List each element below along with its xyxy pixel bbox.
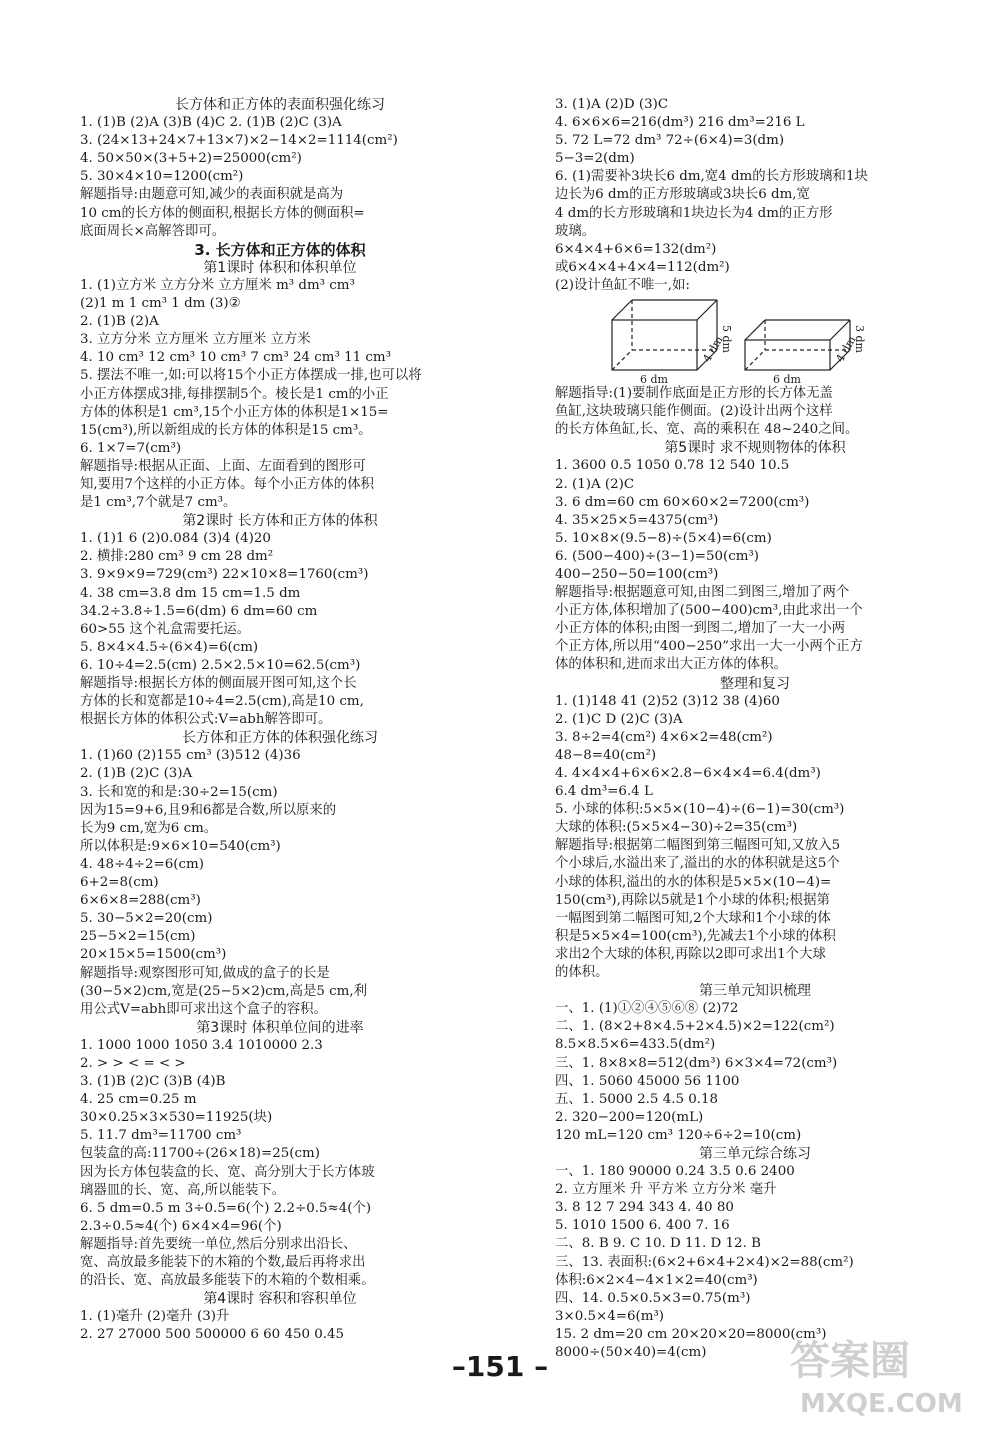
section-heading: 第5课时 求不规则物体的体积 — [664, 440, 846, 457]
right-column-part-a — [555, 96, 955, 295]
answer-line: 2. (1)C D (2)C (3)A — [555, 711, 683, 727]
answer-line: 2. 27 27000 500 500000 6 60 450 0.45 — [80, 1327, 345, 1343]
box2-width-label: 4 dm — [833, 333, 859, 365]
answer-line: 小正方体摆成3排,每排摆制5个。棱长是1 cm的小正 — [80, 386, 389, 402]
answer-line: 6+2=8(cm) — [80, 875, 159, 891]
answer-line: 15(cm³),所以新组成的长方体的体积是15 cm³。 — [80, 422, 372, 438]
answer-line: 1. (1)60 (2)155 cm³ (3)512 (4)36 — [80, 748, 301, 764]
watermark-logo — [770, 1314, 990, 1424]
answer-line: 解题指导:根据题意可知,由图二到图三,增加了两个 — [555, 585, 850, 601]
answer-line: 2. (1)B (2)A — [80, 314, 159, 330]
answer-line: 小球的体积,溢出的水的体积是5×5×(10−4)= — [555, 874, 832, 890]
answer-line: 6. (1)需要补3块长6 dm,宽4 dm的长方形玻璃和1块 — [555, 169, 868, 185]
section-heading: 长方体和正方体的体积强化练习 — [182, 730, 378, 747]
answer-line: 小正方体的体积;由图一到图二,增加了一大一小两 — [555, 621, 845, 637]
answer-line: 2. 横排:280 cm³ 9 cm 28 dm² — [80, 549, 274, 565]
answer-line: 2. > > < = < > — [80, 1055, 186, 1071]
answer-line: 3. 8÷2=4(cm²) 4×6×2=48(cm²) — [555, 729, 773, 745]
answer-line: 包装盒的高:11700÷(26×18)=25(cm) — [80, 1146, 320, 1162]
section-heading: 第三单元知识梳理 — [699, 983, 811, 1000]
answer-line: 方体的长和宽都是10÷4=2.5(cm),高是10 cm, — [80, 694, 364, 710]
section-heading: 3. 长方体和正方体的体积 — [194, 240, 366, 259]
answer-line: 5. 小球的体积:5×5×(10−4)÷(6−1)=30(cm³) — [555, 802, 845, 818]
answer-line: 方体的体积是1 cm³,15个小正方体的体积是1×15= — [80, 404, 389, 420]
answer-line: 3. (24×13+24×7+13×7)×2−14×2=1114(cm²) — [80, 133, 398, 149]
answer-line: 8.5×8.5×6=433.5(dm²) — [555, 1037, 716, 1053]
answer-line: 3. (1)A (2)D (3)C — [555, 97, 669, 112]
answer-line: 5. 72 L=72 dm³ 72÷(6×4)=3(dm) — [555, 133, 785, 149]
answer-line: 15. 2 dm=20 cm 20×20×20=8000(cm³) — [555, 1326, 827, 1342]
answer-line: 4. 6×6×6=216(dm³) 216 dm³=216 L — [555, 115, 805, 131]
answer-line: (30−5×2)cm,宽是(25−5×2)cm,高是5 cm,利 — [80, 983, 368, 999]
section-heading: 长方体和正方体的表面积强化练习 — [175, 97, 385, 113]
answer-line: 三、13. 表面积:(6×2+6×4+2×4)×2=88(cm²) — [555, 1254, 854, 1270]
answer-line: 20×15×5=1500(cm³) — [80, 947, 227, 963]
answer-line: 6.4 dm³=6.4 L — [555, 784, 653, 800]
answer-line: 6. 10÷4=2.5(cm) 2.5×2.5×10=62.5(cm³) — [80, 657, 361, 673]
answer-line: 6. 5 dm=0.5 m 3÷0.5=6(个) 2.2÷0.5≈4(个) — [80, 1200, 372, 1216]
answer-line: 长为9 cm,宽为6 cm。 — [80, 820, 218, 836]
box1-height-label: 5 dm — [720, 325, 733, 353]
answer-line: 3. 长和宽的和是:30÷2=15(cm) — [80, 784, 278, 800]
answer-line: 积是5×5×4=100(cm³),先减去1个小球的体积 — [555, 928, 836, 944]
right-column-part-b — [555, 385, 955, 1362]
answer-line: 小正方体,体积增加了(500−400)cm³,由此求出一个 — [555, 603, 863, 619]
answer-line: 的体积。 — [555, 965, 609, 981]
answer-line: 根据长方体的体积公式:V=abh解答即可。 — [80, 712, 332, 728]
answer-line: 5. 8×4×4.5÷(6×4)=6(cm) — [80, 639, 259, 655]
answer-line: 解题指导:观察图形可知,做成的盒子的长是 — [80, 965, 330, 981]
answer-line: 二、1. (8×2+8×4.5+2×4.5)×2=122(cm²) — [555, 1019, 835, 1035]
answer-line: 4. 38 cm=3.8 dm 15 cm=1.5 dm — [80, 585, 301, 601]
answer-line: 底面周长×高解答即可。 — [80, 223, 226, 239]
answer-line: 8000÷(50×40)=4(cm) — [555, 1345, 707, 1360]
answer-line: 3. 6 dm=60 cm 60×60×2=7200(cm³) — [555, 494, 810, 510]
answer-line: 4. 10 cm³ 12 cm³ 10 cm³ 7 cm³ 24 cm³ 11 cm³ — [80, 350, 391, 366]
answer-line: 五、1. 5000 2.5 4.5 0.18 — [555, 1091, 719, 1107]
answer-line: 因为长方体包装盒的长、宽、高分别大于长方体玻 — [80, 1164, 375, 1180]
answer-line: 宽、高放最多能装下的木箱的个数,最后再将求出 — [80, 1255, 366, 1270]
section-heading: 第3课时 体积单位间的进率 — [196, 1019, 364, 1036]
answer-line: 用公式V=abh即可求出这个盒子的容积。 — [80, 1001, 327, 1017]
answer-line: 解题指导:由题意可知,减少的表面积就是高为 — [80, 187, 344, 203]
answer-line: 34.2÷3.8÷1.5=6(dm) 6 dm=60 cm — [80, 603, 318, 619]
answer-line: 10 cm的长方体的侧面积,根据长方体的侧面积= — [80, 205, 365, 221]
answer-line: 2. 立方厘米 升 平方米 立方分米 毫升 — [555, 1182, 777, 1198]
section-heading: 第2课时 长方体和正方体的体积 — [182, 513, 378, 530]
answer-line: 知,要用7个这样的小正方体。每个小正方体的体积 — [80, 476, 374, 492]
box2-front — [745, 340, 830, 370]
answer-line: 3. 8 12 7 294 343 4. 40 80 — [555, 1200, 734, 1216]
answer-line: 的长方体鱼缸,长、宽、高的乘积在 48~240之间。 — [555, 422, 859, 438]
answer-line: 边长为6 dm的正方形玻璃或3块长6 dm,宽 — [555, 187, 810, 203]
box1-front — [612, 320, 697, 370]
right-column — [555, 96, 955, 1362]
box2-length-label: 6 dm — [773, 373, 801, 386]
answer-line: 4. 35×25×5=4375(cm³) — [555, 512, 719, 528]
answer-line: 2. (1)A (2)C — [555, 476, 635, 492]
answer-line: 1. 3600 0.5 1050 0.78 12 540 10.5 — [555, 458, 790, 474]
box1-width-label: 4 dm — [700, 333, 726, 365]
answer-line: 4. 4×4×4+6×6×2.8−6×4×4=6.4(dm³) — [555, 766, 821, 781]
answer-line: 25−5×2=15(cm) — [80, 929, 196, 945]
answer-line: 的沿长、宽、高放最多能装下的木箱的个数相乘。 — [80, 1273, 375, 1289]
answer-line: 5. 30−5×2=20(cm) — [80, 911, 213, 927]
answer-line: 3×0.5×4=6(m³) — [555, 1308, 665, 1324]
box1-length-label: 6 dm — [640, 373, 668, 386]
answer-line: 3. 9×9×9=729(cm³) 22×10×8=1760(cm³) — [80, 567, 369, 583]
watermark-sub: MXQE.COM — [800, 1389, 963, 1419]
answer-line: 所以体积是:9×6×10=540(cm³) — [80, 838, 281, 854]
answer-line: 四、14. 0.5×0.5×3=0.75(m³) — [555, 1290, 751, 1306]
answer-line: 或6×4×4+4×4=112(dm²) — [555, 259, 730, 275]
answer-line: 5−3=2(dm) — [555, 151, 635, 167]
answer-line: 四、1. 5060 45000 56 1100 — [555, 1073, 740, 1089]
answer-line: 解题指导:首先要统一单位,然后分别求出沿长、 — [80, 1236, 357, 1252]
answer-line: 求出2个大球的体积,再除以2即可求出1个大球 — [555, 946, 826, 962]
answer-line: 玻璃。 — [555, 223, 596, 239]
answer-line: 5. 30×4×10=1200(cm²) — [80, 169, 244, 185]
answer-line: 4. 25 cm=0.25 m — [80, 1092, 197, 1108]
answer-line: 48−8=40(cm²) — [555, 747, 657, 763]
answer-line: 一、1. (1)①②④⑤⑥⑧ (2)72 — [555, 1001, 739, 1017]
answer-line: 因为15=9+6,且9和6都是合数,所以原来的 — [80, 802, 337, 818]
answer-line: 解题指导:根据第二幅图到第三幅图可知,又放入5 — [555, 838, 841, 854]
answer-line: 2. 320−200=120(mL) — [555, 1109, 704, 1125]
box2-height-label: 3 dm — [853, 325, 866, 353]
answer-line: 30×0.25×3×530=11925(块) — [80, 1110, 273, 1126]
answer-line: 鱼缸,这块玻璃只能作侧面。(2)设计出两个这样 — [555, 404, 833, 420]
answer-line: 个小球后,水溢出来了,溢出的水的体积就是这5个 — [555, 856, 840, 872]
answer-line: 大球的体积:(5×5×4−30)÷2=35(cm³) — [555, 820, 798, 836]
section-heading: 第1课时 体积和体积单位 — [203, 259, 357, 276]
answer-line: 3. 立方分米 立方厘米 立方厘米 立方米 — [80, 332, 311, 348]
answer-line: 1. (1)B (2)A (3)B (4)C 2. (1)B (2)C (3)A — [80, 115, 342, 131]
answer-line: 三、1. 8×8×8=512(dm³) 6×3×4=72(cm³) — [555, 1055, 838, 1071]
answer-line: 4. 50×50×(3+5+2)=25000(cm²) — [80, 151, 302, 167]
answer-line: 4. 48÷4÷2=6(cm) — [80, 856, 204, 872]
answer-line: 体的体积和,进而求出大正方体的体积。 — [555, 657, 787, 673]
page-number: –151 – — [451, 1350, 549, 1383]
answer-line: 6. (500−400)÷(3−1)=50(cm³) — [555, 548, 760, 564]
answer-line: 150(cm³),再除以5就是1个小球的体积;根据第 — [555, 892, 830, 908]
answer-line: 120 mL=120 cm³ 120÷6÷2=10(cm) — [555, 1127, 802, 1143]
answer-line: 解题指导:(1)要制作底面是正方形的长方体无盖 — [555, 386, 833, 402]
answer-line: 1. (1)立方米 立方分米 立方厘米 m³ dm³ cm³ — [80, 277, 355, 293]
answer-line: 体积:6×2×4−4×1×2=40(cm³) — [555, 1272, 758, 1288]
answer-line: 二、8. B 9. C 10. D 11. D 12. B — [555, 1236, 761, 1252]
answer-line: 6×4×4+6×6=132(dm²) — [555, 241, 717, 257]
fish-tank-diagram — [555, 295, 955, 385]
section-heading: 第三单元综合练习 — [699, 1145, 811, 1162]
answer-line: 个正方体,所以用“400−250”求出一大一小两个正方 — [555, 639, 863, 655]
answer-line: (2)设计鱼缸不唯一,如: — [555, 277, 690, 293]
answer-line: 解题指导:根据长方体的侧面展开图可知,这个长 — [80, 676, 357, 691]
answer-line: 一、1. 180 90000 0.24 3.5 0.6 2400 — [555, 1164, 795, 1180]
answer-line: 2. (1)B (2)C (3)A — [80, 766, 193, 782]
left-column — [80, 96, 480, 1344]
answer-line: (2)1 m 1 cm³ 1 dm (3)② — [80, 296, 241, 312]
answer-line: 1. (1)毫升 (2)毫升 (3)升 — [80, 1309, 230, 1325]
answer-line: 1. 1000 1000 1050 3.4 1010000 2.3 — [80, 1037, 323, 1053]
answer-line: 400−250−50=100(cm³) — [555, 566, 719, 582]
watermark-main: 答案圈 — [790, 1338, 910, 1384]
answer-line: 1. (1)148 41 (2)52 (3)12 38 (4)60 — [555, 693, 780, 709]
answer-line: 解题指导:根据从正面、上面、左面看到的图形可 — [80, 458, 366, 474]
answer-line: 1. (1)1 6 (2)0.084 (3)4 (4)20 — [80, 531, 271, 547]
answer-line: 6×6×8=288(cm³) — [80, 893, 201, 909]
answer-line: 一幅图到第二幅图可知,2个大球和1个小球的体 — [555, 910, 831, 926]
answer-line: 5. 1010 1500 6. 400 7. 16 — [555, 1218, 730, 1234]
answer-line: 5. 11.7 dm³=11700 cm³ — [80, 1128, 242, 1144]
answer-line: 60>55 这个礼盒需要托运。 — [80, 621, 251, 637]
answer-line: 6. 1×7=7(cm³) — [80, 440, 182, 456]
answer-line: 2.3÷0.5≈4(个) 6×4×4=96(个) — [80, 1218, 282, 1234]
answer-line: 4 dm的长方形玻璃和1块边长为4 dm的正方形 — [555, 205, 833, 221]
section-heading: 第4课时 容积和容积单位 — [203, 1291, 357, 1308]
fish-tank-figures — [555, 295, 955, 385]
answer-line: 璃器皿的长、宽、高,所以能装下。 — [80, 1182, 286, 1198]
answer-line: 是1 cm³,7个就是7 cm³。 — [80, 495, 237, 511]
answer-line: 3. (1)B (2)C (3)B (4)B — [80, 1074, 226, 1090]
answer-line: 5. 摆法不唯一,如:可以将15个小正方体摆成一排,也可以将 — [80, 368, 422, 384]
section-heading: 整理和复习 — [720, 675, 790, 692]
answer-line: 5. 10×8×(9.5−8)÷(5×4)=6(cm) — [555, 530, 772, 546]
